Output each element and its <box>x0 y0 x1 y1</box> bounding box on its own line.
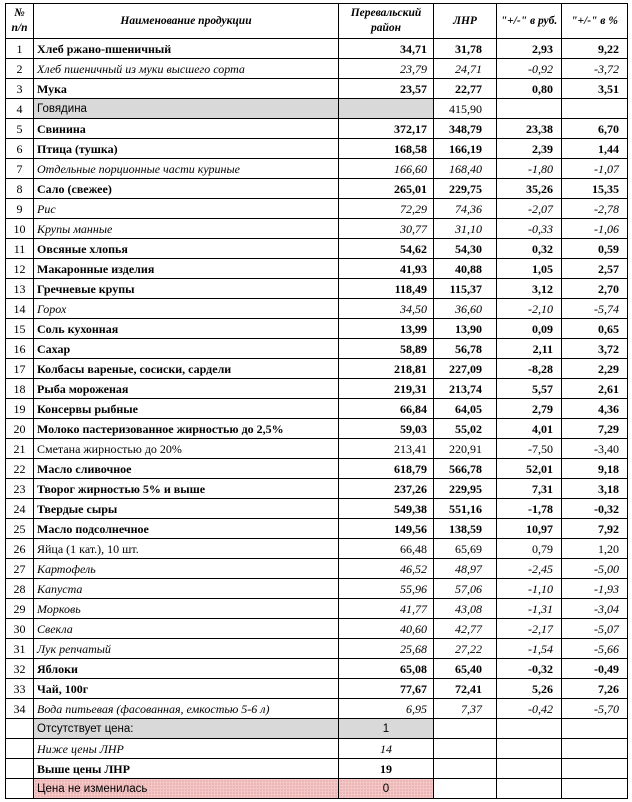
diff-rub: 52,01 <box>497 459 562 479</box>
lnr-price: 166,19 <box>434 139 497 159</box>
table-row <box>6 159 628 179</box>
table-row <box>6 419 628 439</box>
diff-rub: -2,17 <box>497 619 562 639</box>
product-name: Молоко пастеризованное жирностью до 2,5% <box>34 419 339 439</box>
row-number: 9 <box>6 199 34 219</box>
summary-row <box>6 739 628 759</box>
diff-rub: -0,92 <box>497 59 562 79</box>
table-row <box>6 179 628 199</box>
product-name: Макаронные изделия <box>34 259 339 279</box>
summary-empty-cell <box>562 739 628 759</box>
row-number: 25 <box>6 519 34 539</box>
row-number: 21 <box>6 439 34 459</box>
row-number: 14 <box>6 299 34 319</box>
district-price: 549,38 <box>339 499 434 519</box>
diff-pct: 1,20 <box>562 539 628 559</box>
row-number: 4 <box>6 99 34 119</box>
table-row <box>6 299 628 319</box>
table-row <box>6 539 628 559</box>
lnr-price: 13,90 <box>434 319 497 339</box>
diff-pct: 2,70 <box>562 279 628 299</box>
table-row <box>6 319 628 339</box>
product-name: Чай, 100г <box>34 679 339 699</box>
diff-pct: 2,61 <box>562 379 628 399</box>
row-number: 30 <box>6 619 34 639</box>
district-price: 149,56 <box>339 519 434 539</box>
row-number: 27 <box>6 559 34 579</box>
table-row <box>6 239 628 259</box>
product-name: Лук репчатый <box>34 639 339 659</box>
product-name: Птица (тушка) <box>34 139 339 159</box>
summary-empty-cell <box>497 739 562 759</box>
row-number: 11 <box>6 239 34 259</box>
table-body <box>6 39 628 719</box>
product-name: Морковь <box>34 599 339 619</box>
price-table-sheet <box>5 3 628 799</box>
product-name: Масло подсолнечное <box>34 519 339 539</box>
diff-pct: 0,65 <box>562 319 628 339</box>
product-name: Капуста <box>34 579 339 599</box>
product-name: Сметана жирностью до 20% <box>34 439 339 459</box>
table-row <box>6 699 628 719</box>
row-number: 15 <box>6 319 34 339</box>
row-number: 6 <box>6 139 34 159</box>
district-price: 54,62 <box>339 239 434 259</box>
product-name: Сало (свежее) <box>34 179 339 199</box>
diff-pct: -3,40 <box>562 439 628 459</box>
lnr-price: 31,78 <box>434 39 497 59</box>
lnr-price: 57,06 <box>434 579 497 599</box>
row-number: 13 <box>6 279 34 299</box>
table-row <box>6 199 628 219</box>
row-number: 34 <box>6 699 34 719</box>
diff-rub: 4,01 <box>497 419 562 439</box>
diff-rub: -1,80 <box>497 159 562 179</box>
diff-rub: 3,12 <box>497 279 562 299</box>
diff-pct: -0,49 <box>562 659 628 679</box>
diff-pct: 15,35 <box>562 179 628 199</box>
product-name: Сахар <box>34 339 339 359</box>
product-name: Свинина <box>34 119 339 139</box>
district-price: 618,79 <box>339 459 434 479</box>
lnr-price: 64,05 <box>434 399 497 419</box>
row-number: 17 <box>6 359 34 379</box>
table-row <box>6 359 628 379</box>
summary-empty-cell <box>497 759 562 779</box>
district-price <box>339 99 434 119</box>
product-name: Крупы манные <box>34 219 339 239</box>
lnr-price: 42,77 <box>434 619 497 639</box>
price-comparison-table <box>5 3 628 799</box>
diff-rub: 2,39 <box>497 139 562 159</box>
lnr-price: 48,97 <box>434 559 497 579</box>
table-row <box>6 459 628 479</box>
product-name: Яблоки <box>34 659 339 679</box>
district-price: 6,95 <box>339 699 434 719</box>
table-row <box>6 399 628 419</box>
product-name: Масло сливочное <box>34 459 339 479</box>
row-number: 33 <box>6 679 34 699</box>
lnr-price: 55,02 <box>434 419 497 439</box>
lnr-price: 415,90 <box>434 99 497 119</box>
diff-rub: -2,10 <box>497 299 562 319</box>
diff-rub: -0,33 <box>497 219 562 239</box>
summary-row <box>6 719 628 739</box>
summary-empty-cell <box>6 779 34 799</box>
table-row <box>6 339 628 359</box>
diff-pct: 9,18 <box>562 459 628 479</box>
table-header-row <box>6 4 628 39</box>
district-price: 55,96 <box>339 579 434 599</box>
summary-empty-cell <box>434 739 497 759</box>
diff-pct: 0,59 <box>562 239 628 259</box>
table-row <box>6 679 628 699</box>
table-row <box>6 439 628 459</box>
summary-empty-cell <box>6 759 34 779</box>
district-price: 25,68 <box>339 639 434 659</box>
lnr-price: 551,16 <box>434 499 497 519</box>
lnr-price: 138,59 <box>434 519 497 539</box>
header-lnr: ЛНР <box>434 4 497 39</box>
product-name: Говядина <box>34 99 339 119</box>
diff-pct: -5,66 <box>562 639 628 659</box>
header-diff-pct: "+/-" в % <box>562 4 628 39</box>
diff-pct: 7,29 <box>562 419 628 439</box>
summary-empty-cell <box>434 759 497 779</box>
table-row <box>6 559 628 579</box>
diff-rub: 0,09 <box>497 319 562 339</box>
table-row <box>6 39 628 59</box>
row-number: 28 <box>6 579 34 599</box>
header-name: Наименование продукции <box>34 4 339 39</box>
lnr-price: 227,09 <box>434 359 497 379</box>
row-number: 18 <box>6 379 34 399</box>
district-price: 30,77 <box>339 219 434 239</box>
diff-rub: 35,26 <box>497 179 562 199</box>
diff-pct: 1,44 <box>562 139 628 159</box>
summary-label: Выше цены ЛНР <box>34 759 339 779</box>
diff-rub: -2,07 <box>497 199 562 219</box>
district-price: 168,58 <box>339 139 434 159</box>
diff-pct: -3,72 <box>562 59 628 79</box>
diff-pct: 7,92 <box>562 519 628 539</box>
product-name: Гречневые крупы <box>34 279 339 299</box>
diff-pct: 3,72 <box>562 339 628 359</box>
lnr-price: 54,30 <box>434 239 497 259</box>
lnr-price: 72,41 <box>434 679 497 699</box>
lnr-price: 229,95 <box>434 479 497 499</box>
diff-rub: -1,78 <box>497 499 562 519</box>
diff-pct: 3,18 <box>562 479 628 499</box>
lnr-price: 24,71 <box>434 59 497 79</box>
row-number: 22 <box>6 459 34 479</box>
table-row <box>6 79 628 99</box>
summary-value: 0 <box>339 779 434 799</box>
product-name: Консервы рыбные <box>34 399 339 419</box>
diff-rub: -1,10 <box>497 579 562 599</box>
diff-rub: 23,38 <box>497 119 562 139</box>
district-price: 40,60 <box>339 619 434 639</box>
product-name: Рыба мороженая <box>34 379 339 399</box>
table-row <box>6 259 628 279</box>
diff-pct: 6,70 <box>562 119 628 139</box>
diff-rub: 7,31 <box>497 479 562 499</box>
row-number: 2 <box>6 59 34 79</box>
lnr-price: 566,78 <box>434 459 497 479</box>
row-number: 7 <box>6 159 34 179</box>
product-name: Мука <box>34 79 339 99</box>
row-number: 20 <box>6 419 34 439</box>
table-row <box>6 479 628 499</box>
lnr-price: 31,10 <box>434 219 497 239</box>
lnr-price: 27,22 <box>434 639 497 659</box>
diff-rub: 2,93 <box>497 39 562 59</box>
row-number: 8 <box>6 179 34 199</box>
district-price: 219,31 <box>339 379 434 399</box>
district-price: 372,17 <box>339 119 434 139</box>
district-price: 118,49 <box>339 279 434 299</box>
table-row <box>6 659 628 679</box>
lnr-price: 22,77 <box>434 79 497 99</box>
district-price: 34,50 <box>339 299 434 319</box>
table-row <box>6 579 628 599</box>
table-row <box>6 139 628 159</box>
diff-pct: 9,22 <box>562 39 628 59</box>
row-number: 23 <box>6 479 34 499</box>
diff-pct: 4,36 <box>562 399 628 419</box>
district-price: 41,77 <box>339 599 434 619</box>
table-row <box>6 99 628 119</box>
lnr-price: 65,69 <box>434 539 497 559</box>
district-price: 13,99 <box>339 319 434 339</box>
district-price: 23,57 <box>339 79 434 99</box>
table-row <box>6 119 628 139</box>
diff-pct: 7,26 <box>562 679 628 699</box>
row-number: 10 <box>6 219 34 239</box>
diff-rub: 10,97 <box>497 519 562 539</box>
diff-pct: -2,78 <box>562 199 628 219</box>
table-row <box>6 279 628 299</box>
lnr-price: 74,36 <box>434 199 497 219</box>
district-price: 72,29 <box>339 199 434 219</box>
diff-pct: -5,07 <box>562 619 628 639</box>
lnr-price: 43,08 <box>434 599 497 619</box>
summary-value: 1 <box>339 719 434 739</box>
summary-label: Отсутствует цена: <box>34 719 339 739</box>
summary-empty-cell <box>434 719 497 739</box>
summary-label: Ниже цены ЛНР <box>34 739 339 759</box>
table-row <box>6 599 628 619</box>
diff-rub: 2,11 <box>497 339 562 359</box>
lnr-price: 220,91 <box>434 439 497 459</box>
lnr-price: 213,74 <box>434 379 497 399</box>
lnr-price: 36,60 <box>434 299 497 319</box>
product-name: Горох <box>34 299 339 319</box>
diff-pct <box>562 99 628 119</box>
lnr-price: 56,78 <box>434 339 497 359</box>
product-name: Рис <box>34 199 339 219</box>
district-price: 34,71 <box>339 39 434 59</box>
product-name: Яйца (1 кат.), 10 шт. <box>34 539 339 559</box>
diff-pct: 2,57 <box>562 259 628 279</box>
summary-empty-cell <box>6 739 34 759</box>
row-number: 3 <box>6 79 34 99</box>
lnr-price: 65,40 <box>434 659 497 679</box>
row-number: 26 <box>6 539 34 559</box>
table-row <box>6 379 628 399</box>
summary-value: 19 <box>339 759 434 779</box>
district-price: 237,26 <box>339 479 434 499</box>
row-number: 12 <box>6 259 34 279</box>
district-price: 41,93 <box>339 259 434 279</box>
diff-rub: 2,79 <box>497 399 562 419</box>
table-row <box>6 639 628 659</box>
district-price: 66,84 <box>339 399 434 419</box>
row-number: 16 <box>6 339 34 359</box>
table-row <box>6 519 628 539</box>
product-name: Вода питьевая (фасованная, емкостью 5-6 л) <box>34 699 339 719</box>
table-row <box>6 219 628 239</box>
row-number: 1 <box>6 39 34 59</box>
row-number: 19 <box>6 399 34 419</box>
diff-pct: -1,93 <box>562 579 628 599</box>
diff-pct: 2,29 <box>562 359 628 379</box>
diff-rub: 0,79 <box>497 539 562 559</box>
district-price: 218,81 <box>339 359 434 379</box>
diff-rub: -8,28 <box>497 359 562 379</box>
diff-rub: 0,80 <box>497 79 562 99</box>
diff-pct: -3,04 <box>562 599 628 619</box>
district-price: 77,67 <box>339 679 434 699</box>
summary-empty-cell <box>497 779 562 799</box>
product-name: Твердые сыры <box>34 499 339 519</box>
product-name: Колбасы вареные, сосиски, сардели <box>34 359 339 379</box>
summary-empty-cell <box>497 719 562 739</box>
lnr-price: 115,37 <box>434 279 497 299</box>
diff-rub: 0,32 <box>497 239 562 259</box>
product-name: Свекла <box>34 619 339 639</box>
diff-rub: 5,26 <box>497 679 562 699</box>
lnr-price: 168,40 <box>434 159 497 179</box>
district-price: 265,01 <box>339 179 434 199</box>
lnr-price: 348,79 <box>434 119 497 139</box>
diff-rub: -7,50 <box>497 439 562 459</box>
summary-empty-cell <box>562 779 628 799</box>
diff-rub: 5,57 <box>497 379 562 399</box>
summary-value: 14 <box>339 739 434 759</box>
diff-pct: -1,07 <box>562 159 628 179</box>
table-row <box>6 59 628 79</box>
diff-rub: -2,45 <box>497 559 562 579</box>
row-number: 24 <box>6 499 34 519</box>
diff-rub: -1,31 <box>497 599 562 619</box>
product-name: Отдельные порционные части куриные <box>34 159 339 179</box>
header-diff-rub: "+/-" в руб. <box>497 4 562 39</box>
lnr-price: 40,88 <box>434 259 497 279</box>
table-row <box>6 619 628 639</box>
diff-rub: -0,42 <box>497 699 562 719</box>
diff-pct: -1,06 <box>562 219 628 239</box>
product-name: Соль кухонная <box>34 319 339 339</box>
summary-empty-cell <box>6 719 34 739</box>
diff-rub: -0,32 <box>497 659 562 679</box>
diff-pct: -5,70 <box>562 699 628 719</box>
district-price: 58,89 <box>339 339 434 359</box>
district-price: 46,52 <box>339 559 434 579</box>
summary-row <box>6 759 628 779</box>
diff-pct: -5,00 <box>562 559 628 579</box>
summary-label: Цена не изменилась <box>34 779 339 799</box>
product-name: Хлеб ржано-пшеничный <box>34 39 339 59</box>
district-price: 65,08 <box>339 659 434 679</box>
lnr-price: 229,75 <box>434 179 497 199</box>
row-number: 5 <box>6 119 34 139</box>
product-name: Картофель <box>34 559 339 579</box>
diff-pct: 3,51 <box>562 79 628 99</box>
table-row <box>6 499 628 519</box>
product-name: Овсяные хлопья <box>34 239 339 259</box>
district-price: 166,60 <box>339 159 434 179</box>
lnr-price: 7,37 <box>434 699 497 719</box>
summary-empty-cell <box>434 779 497 799</box>
district-price: 213,41 <box>339 439 434 459</box>
summary-row <box>6 779 628 799</box>
diff-pct: -5,74 <box>562 299 628 319</box>
diff-pct: -0,32 <box>562 499 628 519</box>
diff-rub: -1,54 <box>497 639 562 659</box>
product-name: Хлеб пшеничный из муки высшего сорта <box>34 59 339 79</box>
summary-empty-cell <box>562 759 628 779</box>
district-price: 59,03 <box>339 419 434 439</box>
summary-body <box>6 719 628 799</box>
district-price: 23,79 <box>339 59 434 79</box>
district-price: 66,48 <box>339 539 434 559</box>
diff-rub <box>497 99 562 119</box>
diff-rub: 1,05 <box>497 259 562 279</box>
row-number: 32 <box>6 659 34 679</box>
header-num: № п/п <box>6 4 34 39</box>
row-number: 29 <box>6 599 34 619</box>
row-number: 31 <box>6 639 34 659</box>
header-district: Перевальский район <box>339 4 434 39</box>
summary-empty-cell <box>562 719 628 739</box>
product-name: Творог жирностью 5% и выше <box>34 479 339 499</box>
